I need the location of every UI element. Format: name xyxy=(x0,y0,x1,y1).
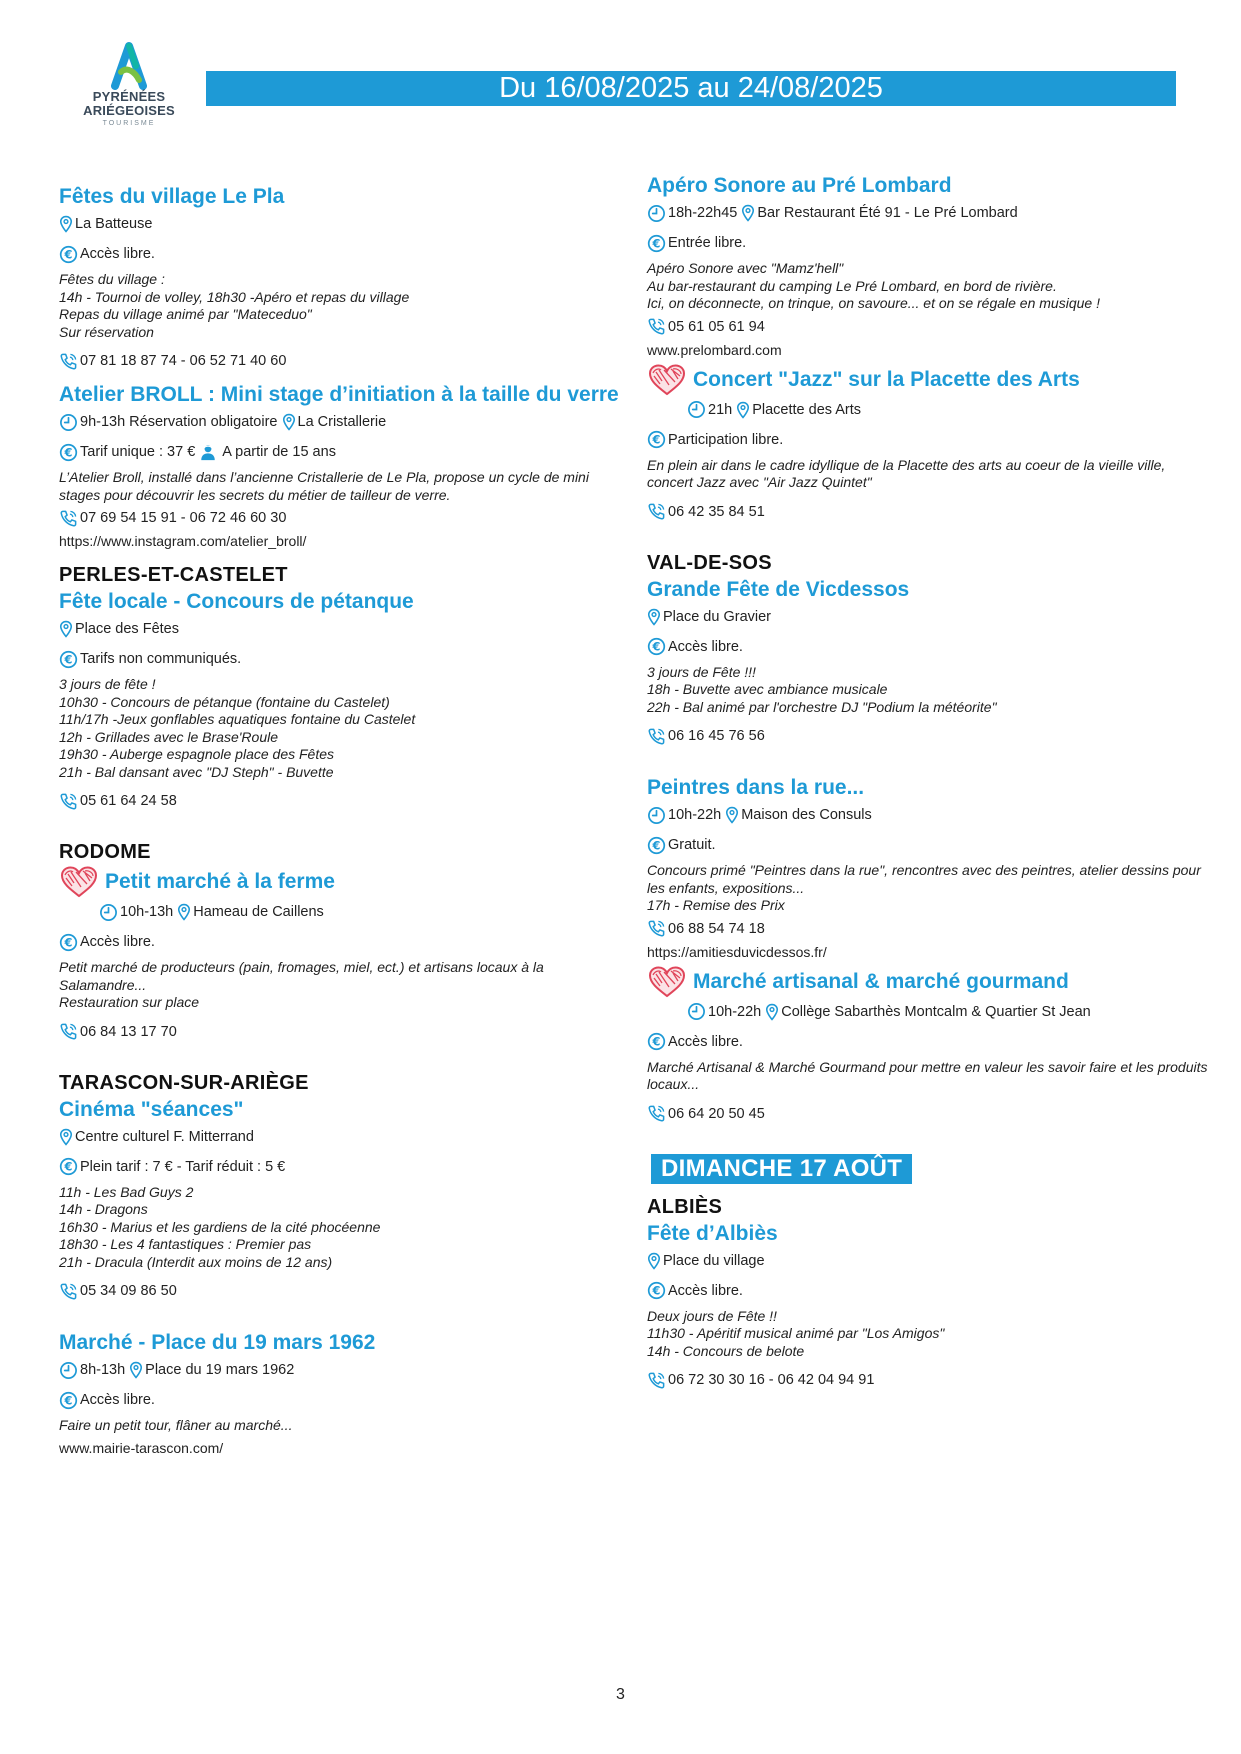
location-text: Place du village xyxy=(663,1252,765,1269)
event-title: Grande Fête de Vicdessos xyxy=(647,577,910,601)
logo-line-3: TOURISME xyxy=(102,120,156,127)
location-pin-icon xyxy=(765,1003,779,1021)
price-line xyxy=(647,233,1187,253)
age-text: A partir de 15 ans xyxy=(222,444,336,460)
description-line: Petit marché de producteurs (pain, fromages, miel, ect.) et artisans locaux à la xyxy=(59,959,544,975)
price-line xyxy=(59,932,619,952)
location-pin-icon xyxy=(282,413,296,431)
phone-icon xyxy=(59,1282,78,1301)
event-title: Atelier BROLL : Mini stage d’initiation à la taille du verre xyxy=(59,383,619,406)
day-banner: DIMANCHE 17 AOÛT xyxy=(651,1154,912,1184)
location-text: Hameau de Caillens xyxy=(193,904,324,920)
time-text: 8h-13h xyxy=(80,1362,126,1378)
description-line: Apéro Sonore avec "Mamz'hell" xyxy=(647,260,844,276)
heart-favorite-icon xyxy=(647,965,687,999)
description-line: 12h - Grillades avec le Brase'Roule xyxy=(59,728,279,745)
event-peintres xyxy=(647,774,1201,961)
euro-icon xyxy=(647,836,666,855)
event-description xyxy=(647,664,1187,717)
description-line: les enfants, expositions... xyxy=(647,879,805,896)
phone-icon xyxy=(647,1104,666,1123)
date-range-banner: Du 16/08/2025 au 24/08/2025 xyxy=(206,71,1176,106)
description-line: 21h - Bal dansant avec "DJ Steph" - Buvette xyxy=(59,763,334,780)
location-pin-icon xyxy=(59,620,73,638)
time-location-line xyxy=(687,1002,1187,1022)
event-fete-locale xyxy=(59,588,619,811)
description-line: Marché Artisanal & Marché Gourmand pour mettre en valeur les savoir faire et les produits xyxy=(647,1058,1208,1075)
description-line: Au bar-restaurant du camping Le Pré Lombard, en bord de rivière. xyxy=(647,277,1057,294)
event-description xyxy=(647,260,1187,313)
clock-icon xyxy=(647,204,666,223)
event-description xyxy=(59,959,619,1012)
description-line: 14h - Concours de belote xyxy=(647,1342,805,1359)
description-line: 3 jours de Fête !!! xyxy=(647,663,756,680)
description-line: L’Atelier Broll, installé dans l’ancienne Cristallerie de Le Pla, propose un cycle de mini xyxy=(59,469,589,485)
location-text: Bar Restaurant Été 91 - Le Pré Lombard xyxy=(757,205,1018,221)
location-line xyxy=(647,1251,1187,1271)
phone-icon xyxy=(59,1022,78,1041)
euro-icon xyxy=(59,650,78,669)
phone-icon xyxy=(647,727,666,746)
phone-text[interactable]: 05 34 09 86 50 xyxy=(80,1283,177,1299)
phone-line xyxy=(647,726,1187,746)
phone-text[interactable]: 06 88 54 74 18 xyxy=(668,920,765,937)
logo xyxy=(74,40,184,127)
phone-text[interactable]: 06 64 20 50 45 xyxy=(668,1105,765,1122)
event-description xyxy=(59,676,619,781)
event-title: Marché artisanal & marché gourmand xyxy=(693,969,1069,993)
location-text: Place du 19 mars 1962 xyxy=(145,1362,295,1378)
description-line: 14h - Tournoi de volley, 18h30 -Apéro et repas du village xyxy=(59,288,410,305)
phone-icon xyxy=(647,1371,666,1390)
euro-icon xyxy=(647,1281,666,1300)
town-heading: PERLES-ET-CASTELET xyxy=(59,564,288,586)
location-pin-icon xyxy=(725,806,739,824)
price-text: Entrée libre. xyxy=(668,235,747,251)
clock-icon xyxy=(99,903,118,922)
location-line xyxy=(59,619,619,639)
location-text: Maison des Consuls xyxy=(741,807,872,823)
heart-favorite-icon xyxy=(59,865,99,899)
price-line xyxy=(647,1281,1187,1301)
price-line xyxy=(59,1157,619,1177)
description-line: 18h30 - Les 4 fantastiques : Premier pas xyxy=(59,1236,312,1252)
clock-icon xyxy=(647,806,666,825)
time-location-line xyxy=(687,400,1187,420)
description-line: 16h30 - Marius et les gardiens de la cité phocéenne xyxy=(59,1218,381,1235)
price-text: Accès libre. xyxy=(80,934,155,950)
description-line: locaux... xyxy=(647,1076,700,1092)
event-marche-artisanal xyxy=(647,965,1208,1124)
time-text: 9h-13h Réservation obligatoire xyxy=(80,414,278,430)
description-line: En plein air dans le cadre idyllique de la Placette des arts au coeur de la vieille ville, xyxy=(647,456,1166,473)
description-line: Faire un petit tour, flâner au marché... xyxy=(59,1417,293,1433)
event-description xyxy=(59,271,619,341)
event-description xyxy=(647,457,1187,492)
event-description xyxy=(647,1058,1208,1094)
description-line: 22h - Bal animé par l'orchestre DJ "Podium la météorite" xyxy=(647,698,997,715)
price-line xyxy=(59,442,619,462)
description-line: Fêtes du village : xyxy=(59,271,165,287)
phone-icon xyxy=(59,509,78,528)
location-text: La Cristallerie xyxy=(297,414,387,430)
description-line: Restauration sur place xyxy=(59,994,200,1010)
event-title: Peintres dans la rue... xyxy=(647,776,865,799)
time-text: 10h-22h xyxy=(708,1003,762,1020)
phone-line xyxy=(647,502,1187,522)
event-description xyxy=(647,862,1201,915)
logo-line-1: PYRÉNÉES xyxy=(92,89,166,104)
clock-icon xyxy=(59,413,78,432)
price-text: Accès libre. xyxy=(80,1392,155,1408)
person-icon xyxy=(199,443,217,461)
description-line: stages pour découvrir les secrets du métier de tailleur de verre. xyxy=(59,486,451,503)
phone-line xyxy=(59,351,619,371)
time-location-line xyxy=(647,805,1187,825)
price-text: Accès libre. xyxy=(80,246,155,262)
euro-icon xyxy=(59,1391,78,1410)
town-heading: TARASCON-SUR-ARIÈGE xyxy=(59,1071,309,1094)
location-line xyxy=(59,214,619,234)
phone-line xyxy=(647,317,1187,337)
page-number: 3 xyxy=(616,1686,625,1703)
description-line: Repas du village animé par "Mateceduo" xyxy=(59,306,312,322)
description-line: 19h30 - Auberge espagnole place des Fêtes xyxy=(59,746,335,762)
location-line xyxy=(647,607,1187,627)
price-text: Accès libre. xyxy=(668,1282,743,1299)
event-description xyxy=(647,1308,1187,1361)
time-text: 18h-22h45 xyxy=(668,205,738,221)
clock-icon xyxy=(687,400,706,419)
description-line: Salamandre... xyxy=(59,976,147,993)
event-title: Fête d’Albiès xyxy=(647,1221,778,1245)
description-line: 10h30 - Concours de pétanque (fontaine du Castelet) xyxy=(59,693,390,710)
location-pin-icon xyxy=(647,1252,661,1270)
description-line: Sur réservation xyxy=(59,323,154,340)
price-line xyxy=(59,649,619,669)
location-pin-icon xyxy=(129,1361,143,1379)
time-location-line xyxy=(59,1360,619,1380)
price-text: Participation libre. xyxy=(668,431,784,448)
price-line xyxy=(647,1032,1187,1052)
location-text: Place des Fêtes xyxy=(75,621,179,637)
phone-line xyxy=(59,508,619,528)
description-line: Deux jours de Fête !! xyxy=(647,1307,777,1324)
euro-icon xyxy=(647,234,666,253)
time-text: 21h xyxy=(708,401,733,418)
phone-text[interactable]: 07 69 54 15 91 - 06 72 46 60 30 xyxy=(80,510,287,526)
euro-icon xyxy=(59,245,78,264)
price-line xyxy=(647,430,1187,450)
website-link[interactable]: www.prelombard.com xyxy=(647,341,782,358)
event-title: Apéro Sonore au Pré Lombard xyxy=(647,174,952,197)
phone-text[interactable]: 06 84 13 17 70 xyxy=(80,1023,177,1040)
event-fetes-le-pla xyxy=(59,183,619,371)
description-line: 3 jours de fête ! xyxy=(59,676,156,692)
euro-icon xyxy=(59,933,78,952)
phone-line xyxy=(59,791,619,811)
description-line: 14h - Dragons xyxy=(59,1201,148,1217)
location-pin-icon xyxy=(177,903,191,921)
event-marche-tarascon xyxy=(59,1329,619,1457)
event-concert-jazz xyxy=(647,363,1187,522)
right-column xyxy=(647,172,1208,1390)
left-column xyxy=(59,183,619,1457)
euro-icon xyxy=(59,1157,78,1176)
location-pin-icon xyxy=(647,608,661,626)
location-pin-icon xyxy=(59,1128,73,1146)
euro-icon xyxy=(647,637,666,656)
website-link[interactable]: www.mairie-tarascon.com/ xyxy=(59,1439,224,1456)
description-line: 11h30 - Apéritif musical animé par "Los Amigos" xyxy=(647,1325,945,1341)
description-line: 21h - Dracula (Interdit aux moins de 12 ans) xyxy=(59,1253,333,1270)
phone-text[interactable]: 05 61 64 24 58 xyxy=(80,793,177,809)
event-petit-marche xyxy=(59,865,619,1042)
event-fete-albies xyxy=(647,1220,1187,1391)
location-text: Centre culturel F. Mitterrand xyxy=(75,1128,254,1145)
phone-icon xyxy=(647,919,666,938)
location-pin-icon xyxy=(736,401,750,419)
event-title: Fête locale - Concours de pétanque xyxy=(59,590,414,613)
phone-text[interactable]: 05 61 05 61 94 xyxy=(668,318,765,335)
phone-line xyxy=(647,1370,1187,1390)
town-heading: ALBIÈS xyxy=(647,1195,723,1218)
euro-icon xyxy=(647,430,666,449)
phone-icon xyxy=(59,352,78,371)
location-text: Placette des Arts xyxy=(752,401,862,418)
location-text: Collège Sabarthès Montcalm & Quartier St Jean xyxy=(781,1003,1091,1020)
phone-icon xyxy=(647,502,666,521)
price-line xyxy=(647,835,1187,855)
description-line: Concours primé "Peintres dans la rue", rencontres avec des peintres, atelier dessins pour xyxy=(647,862,1201,878)
location-text: La Batteuse xyxy=(75,216,153,232)
website-link[interactable]: https://amitiesduvicdessos.fr/ xyxy=(647,943,827,960)
event-title: Petit marché à la ferme xyxy=(105,870,335,893)
phone-line xyxy=(59,1022,619,1042)
time-text: 10h-13h xyxy=(120,904,174,920)
location-pin-icon xyxy=(741,204,755,222)
phone-text[interactable]: 06 16 45 76 56 xyxy=(668,728,765,744)
event-apero-sonore xyxy=(647,172,1187,359)
price-text: Gratuit. xyxy=(668,837,716,853)
phone-text[interactable]: 07 81 18 87 74 - 06 52 71 40 60 xyxy=(80,353,287,369)
description-line: Ici, on déconnecte, on trinque, on savoure... et on se régale en musique ! xyxy=(647,295,1100,311)
description-line: 11h/17h -Jeux gonflables aquatiques fontaine du Castelet xyxy=(59,711,416,727)
price-line xyxy=(647,637,1187,657)
clock-icon xyxy=(59,1361,78,1380)
phone-line xyxy=(647,1104,1187,1124)
phone-line xyxy=(59,1281,619,1301)
title-row xyxy=(647,363,1187,397)
euro-icon xyxy=(59,443,78,462)
clock-icon xyxy=(687,1002,706,1021)
description-line: concert Jazz avec "Air Jazz Quintet" xyxy=(647,474,872,490)
event-description xyxy=(59,1184,619,1272)
price-line xyxy=(59,1390,619,1410)
location-text: Place du Gravier xyxy=(663,608,771,625)
price-text: Tarifs non communiqués. xyxy=(80,651,242,667)
event-title: Concert "Jazz" sur la Placette des Arts xyxy=(693,367,1080,391)
website-link[interactable]: https://www.instagram.com/atelier_broll/ xyxy=(59,533,307,549)
phone-icon xyxy=(647,317,666,336)
location-line xyxy=(59,1127,619,1147)
price-text: Tarif unique : 37 € xyxy=(80,444,196,460)
event-cinema xyxy=(59,1096,619,1302)
title-row xyxy=(59,865,619,899)
event-title: Fêtes du village Le Pla xyxy=(59,185,285,208)
price-text: Accès libre. xyxy=(668,638,743,655)
location-pin-icon xyxy=(59,215,73,233)
event-fete-vicdessos xyxy=(647,576,1187,747)
heart-favorite-icon xyxy=(647,363,687,397)
logo-mark-icon xyxy=(109,40,149,90)
phone-icon xyxy=(59,792,78,811)
town-heading: RODOME xyxy=(59,841,151,863)
description-line: 18h - Buvette avec ambiance musicale xyxy=(647,681,888,697)
time-location-line xyxy=(99,902,619,922)
price-text: Accès libre. xyxy=(668,1033,743,1050)
description-line: 11h - Les Bad Guys 2 xyxy=(59,1183,194,1200)
event-atelier-broll xyxy=(59,381,619,550)
price-text: Plein tarif : 7 € - Tarif réduit : 5 € xyxy=(80,1158,286,1175)
price-line xyxy=(59,244,619,264)
title-row xyxy=(647,965,1187,999)
logo-line-2: ARIÉGEOISES xyxy=(83,103,175,118)
event-title: Marché - Place du 19 mars 1962 xyxy=(59,1331,376,1354)
euro-icon xyxy=(647,1032,666,1051)
time-text: 10h-22h xyxy=(668,807,722,823)
event-description xyxy=(59,469,619,504)
event-title: Cinéma "séances" xyxy=(59,1097,244,1121)
town-heading: VAL-DE-SOS xyxy=(647,551,772,574)
event-description xyxy=(59,1417,619,1435)
phone-text[interactable]: 06 72 30 30 16 - 06 42 04 94 91 xyxy=(668,1372,875,1388)
time-location-line xyxy=(647,203,1187,223)
phone-line xyxy=(647,919,1187,939)
time-location-line xyxy=(59,412,619,432)
description-line: 17h - Remise des Prix xyxy=(647,897,785,913)
phone-text[interactable]: 06 42 35 84 51 xyxy=(668,503,765,520)
